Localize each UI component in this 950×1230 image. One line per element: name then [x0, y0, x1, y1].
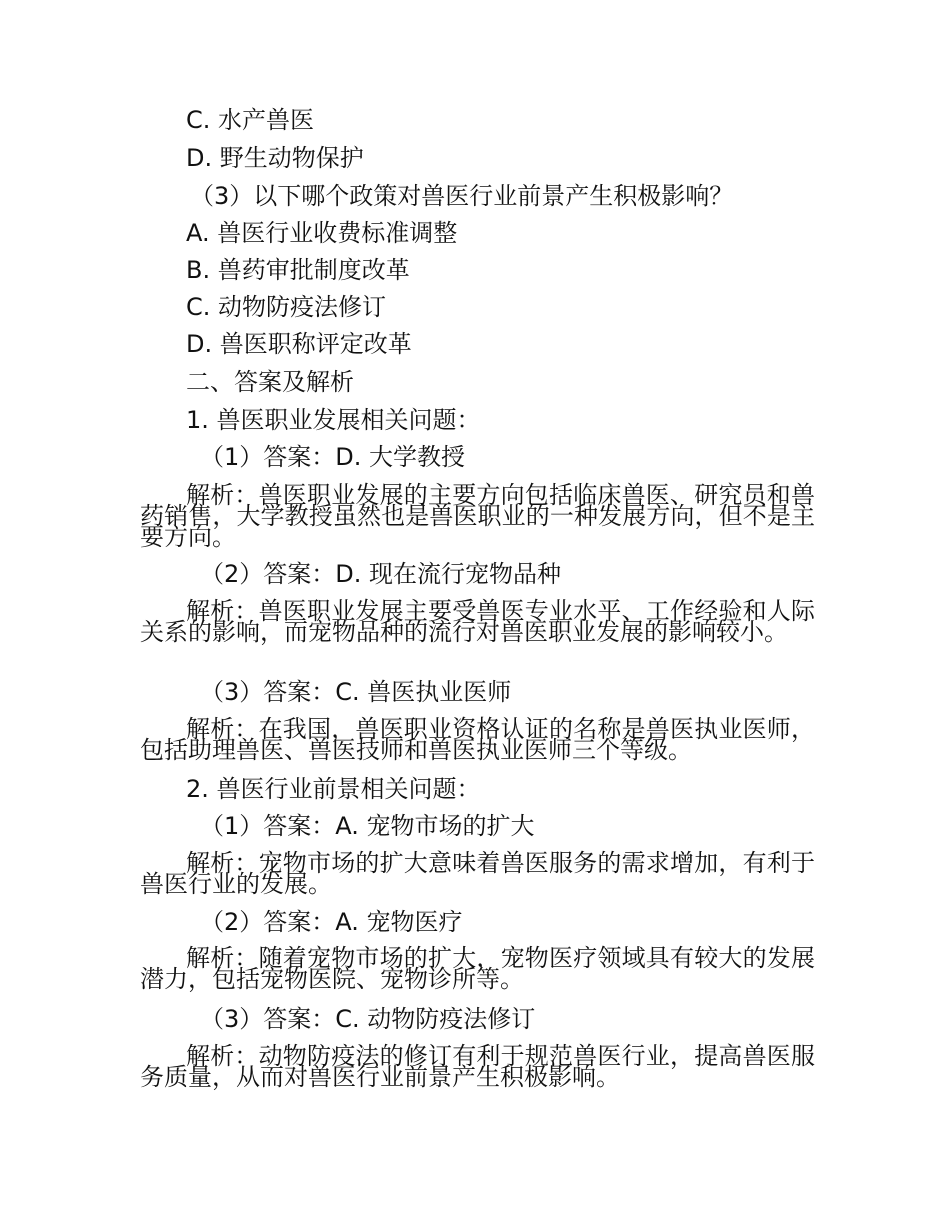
- question-3-option-c: C. 动物防疫法修订: [186, 293, 387, 321]
- part-2-answer-1: （1）答案：A. 宠物市场的扩大: [200, 812, 535, 840]
- part-2-title: 2. 兽医行业前景相关问题：: [186, 775, 481, 803]
- part-2-explanation-1: 解析：宠物市场的扩大意味着兽医服务的需求增加，有利于兽医行业的发展。: [140, 849, 815, 898]
- part-1-explanation-1: 解析：兽医职业发展的主要方向包括临床兽医、研究员和兽药销售，大学教授虽然也是兽医职业的一种发展方向，但不是主要方向。: [140, 481, 815, 551]
- option-c-previous-question: C. 水产兽医: [186, 106, 315, 134]
- part-2-explanation-2: 解析：随着宠物市场的扩大，宠物医疗领域具有较大的发展潜力，包括宠物医院、宠物诊所等。: [140, 944, 815, 993]
- part-2-explanation-3: 解析：动物防疫法的修订有利于规范兽医行业，提高兽医服务质量，从而对兽医行业前景产生积极影响。: [140, 1042, 815, 1091]
- part-1-explanation-3: 解析：在我国，兽医职业资格认证的名称是兽医执业医师，包括助理兽医、兽医技师和兽医执业医师三个等级。: [140, 715, 815, 764]
- question-3-option-b: B. 兽药审批制度改革: [186, 256, 410, 284]
- question-3-title: （3）以下哪个政策对兽医行业前景产生积极影响？: [190, 182, 734, 210]
- answers-section-title: 二、答案及解析: [186, 368, 354, 396]
- question-3-option-a: A. 兽医行业收费标准调整: [186, 219, 458, 247]
- part-2-answer-2: （2）答案：A. 宠物医疗: [200, 908, 463, 936]
- part-1-title: 1. 兽医职业发展相关问题：: [186, 406, 481, 434]
- part-1-answer-3: （3）答案：C. 兽医执业医师: [200, 678, 512, 706]
- part-1-answer-1: （1）答案：D. 大学教授: [200, 443, 466, 471]
- option-d-previous-question: D. 野生动物保护: [186, 144, 364, 172]
- part-2-answer-3: （3）答案：C. 动物防疫法修订: [200, 1005, 536, 1033]
- part-1-explanation-2: 解析：兽医职业发展主要受兽医专业水平、工作经验和人际关系的影响，而宠物品种的流行对兽医职业发展的影响较小。: [140, 597, 815, 646]
- part-1-answer-2: （2）答案：D. 现在流行宠物品种: [200, 560, 562, 588]
- question-3-option-d: D. 兽医职称评定改革: [186, 330, 412, 358]
